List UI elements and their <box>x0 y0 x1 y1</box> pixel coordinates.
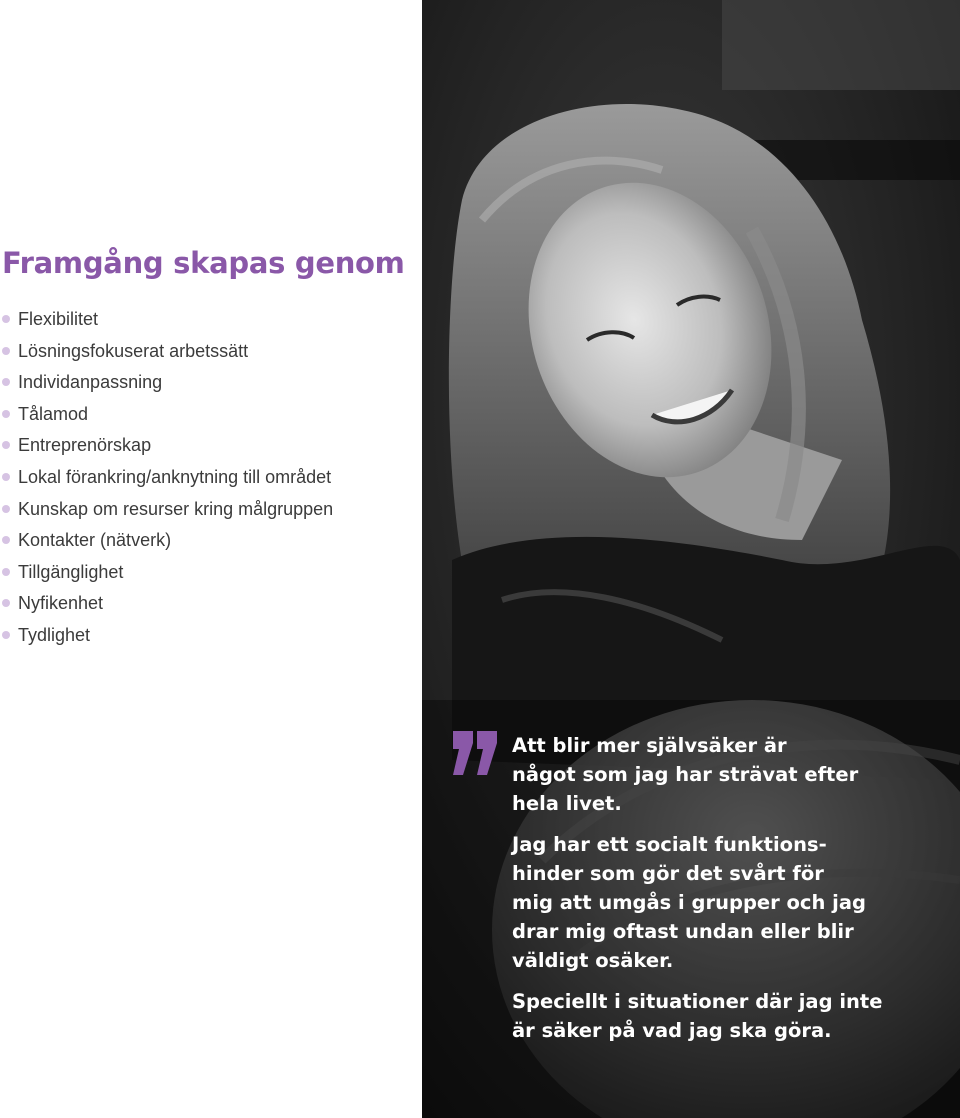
testimonial-quote <box>512 731 952 1057</box>
bullet-dot-icon <box>2 631 10 639</box>
list-item: Individanpassning <box>0 369 333 401</box>
bullet-dot-icon <box>2 536 10 544</box>
bullet-dot-icon <box>2 347 10 355</box>
bullet-dot-icon <box>2 315 10 323</box>
bullet-dot-icon <box>2 378 10 386</box>
list-item: Tillgänglighet <box>0 559 333 591</box>
success-factor-list <box>0 306 333 654</box>
bullet-dot-icon <box>2 568 10 576</box>
list-item: Kontakter (nätverk) <box>0 527 333 559</box>
text-column <box>0 0 422 1118</box>
list-item: Tålamod <box>0 401 333 433</box>
quote-mark-icon <box>449 731 501 775</box>
bullet-dot-icon <box>2 441 10 449</box>
list-item: Nyfikenhet <box>0 590 333 622</box>
list-item: Kunskap om resurser kring målgruppen <box>0 496 333 528</box>
list-item: Lösningsfokuserat arbetssätt <box>0 338 333 370</box>
bullet-dot-icon <box>2 505 10 513</box>
quote-paragraph: Jag har ett socialt funktions- hinder som gör det svårt för mig att umgås i grupper och jag drar mig oftast undan eller blir väldigt osäker. <box>512 833 866 972</box>
list-item: Entreprenörskap <box>0 432 333 464</box>
section-heading: Framgång skapas genom <box>2 246 405 280</box>
quote-paragraph: Att blir mer självsäker är något som jag har strävat efter hela livet. <box>512 734 859 815</box>
list-item: Flexibilitet <box>0 306 333 338</box>
list-item: Tydlighet <box>0 622 333 654</box>
bullet-dot-icon <box>2 410 10 418</box>
list-item: Lokal förankring/anknytning till området <box>0 464 333 496</box>
quote-paragraph: Speciellt i situationer där jag inte är säker på vad jag ska göra. <box>512 990 883 1042</box>
bullet-dot-icon <box>2 473 10 481</box>
bullet-dot-icon <box>2 599 10 607</box>
